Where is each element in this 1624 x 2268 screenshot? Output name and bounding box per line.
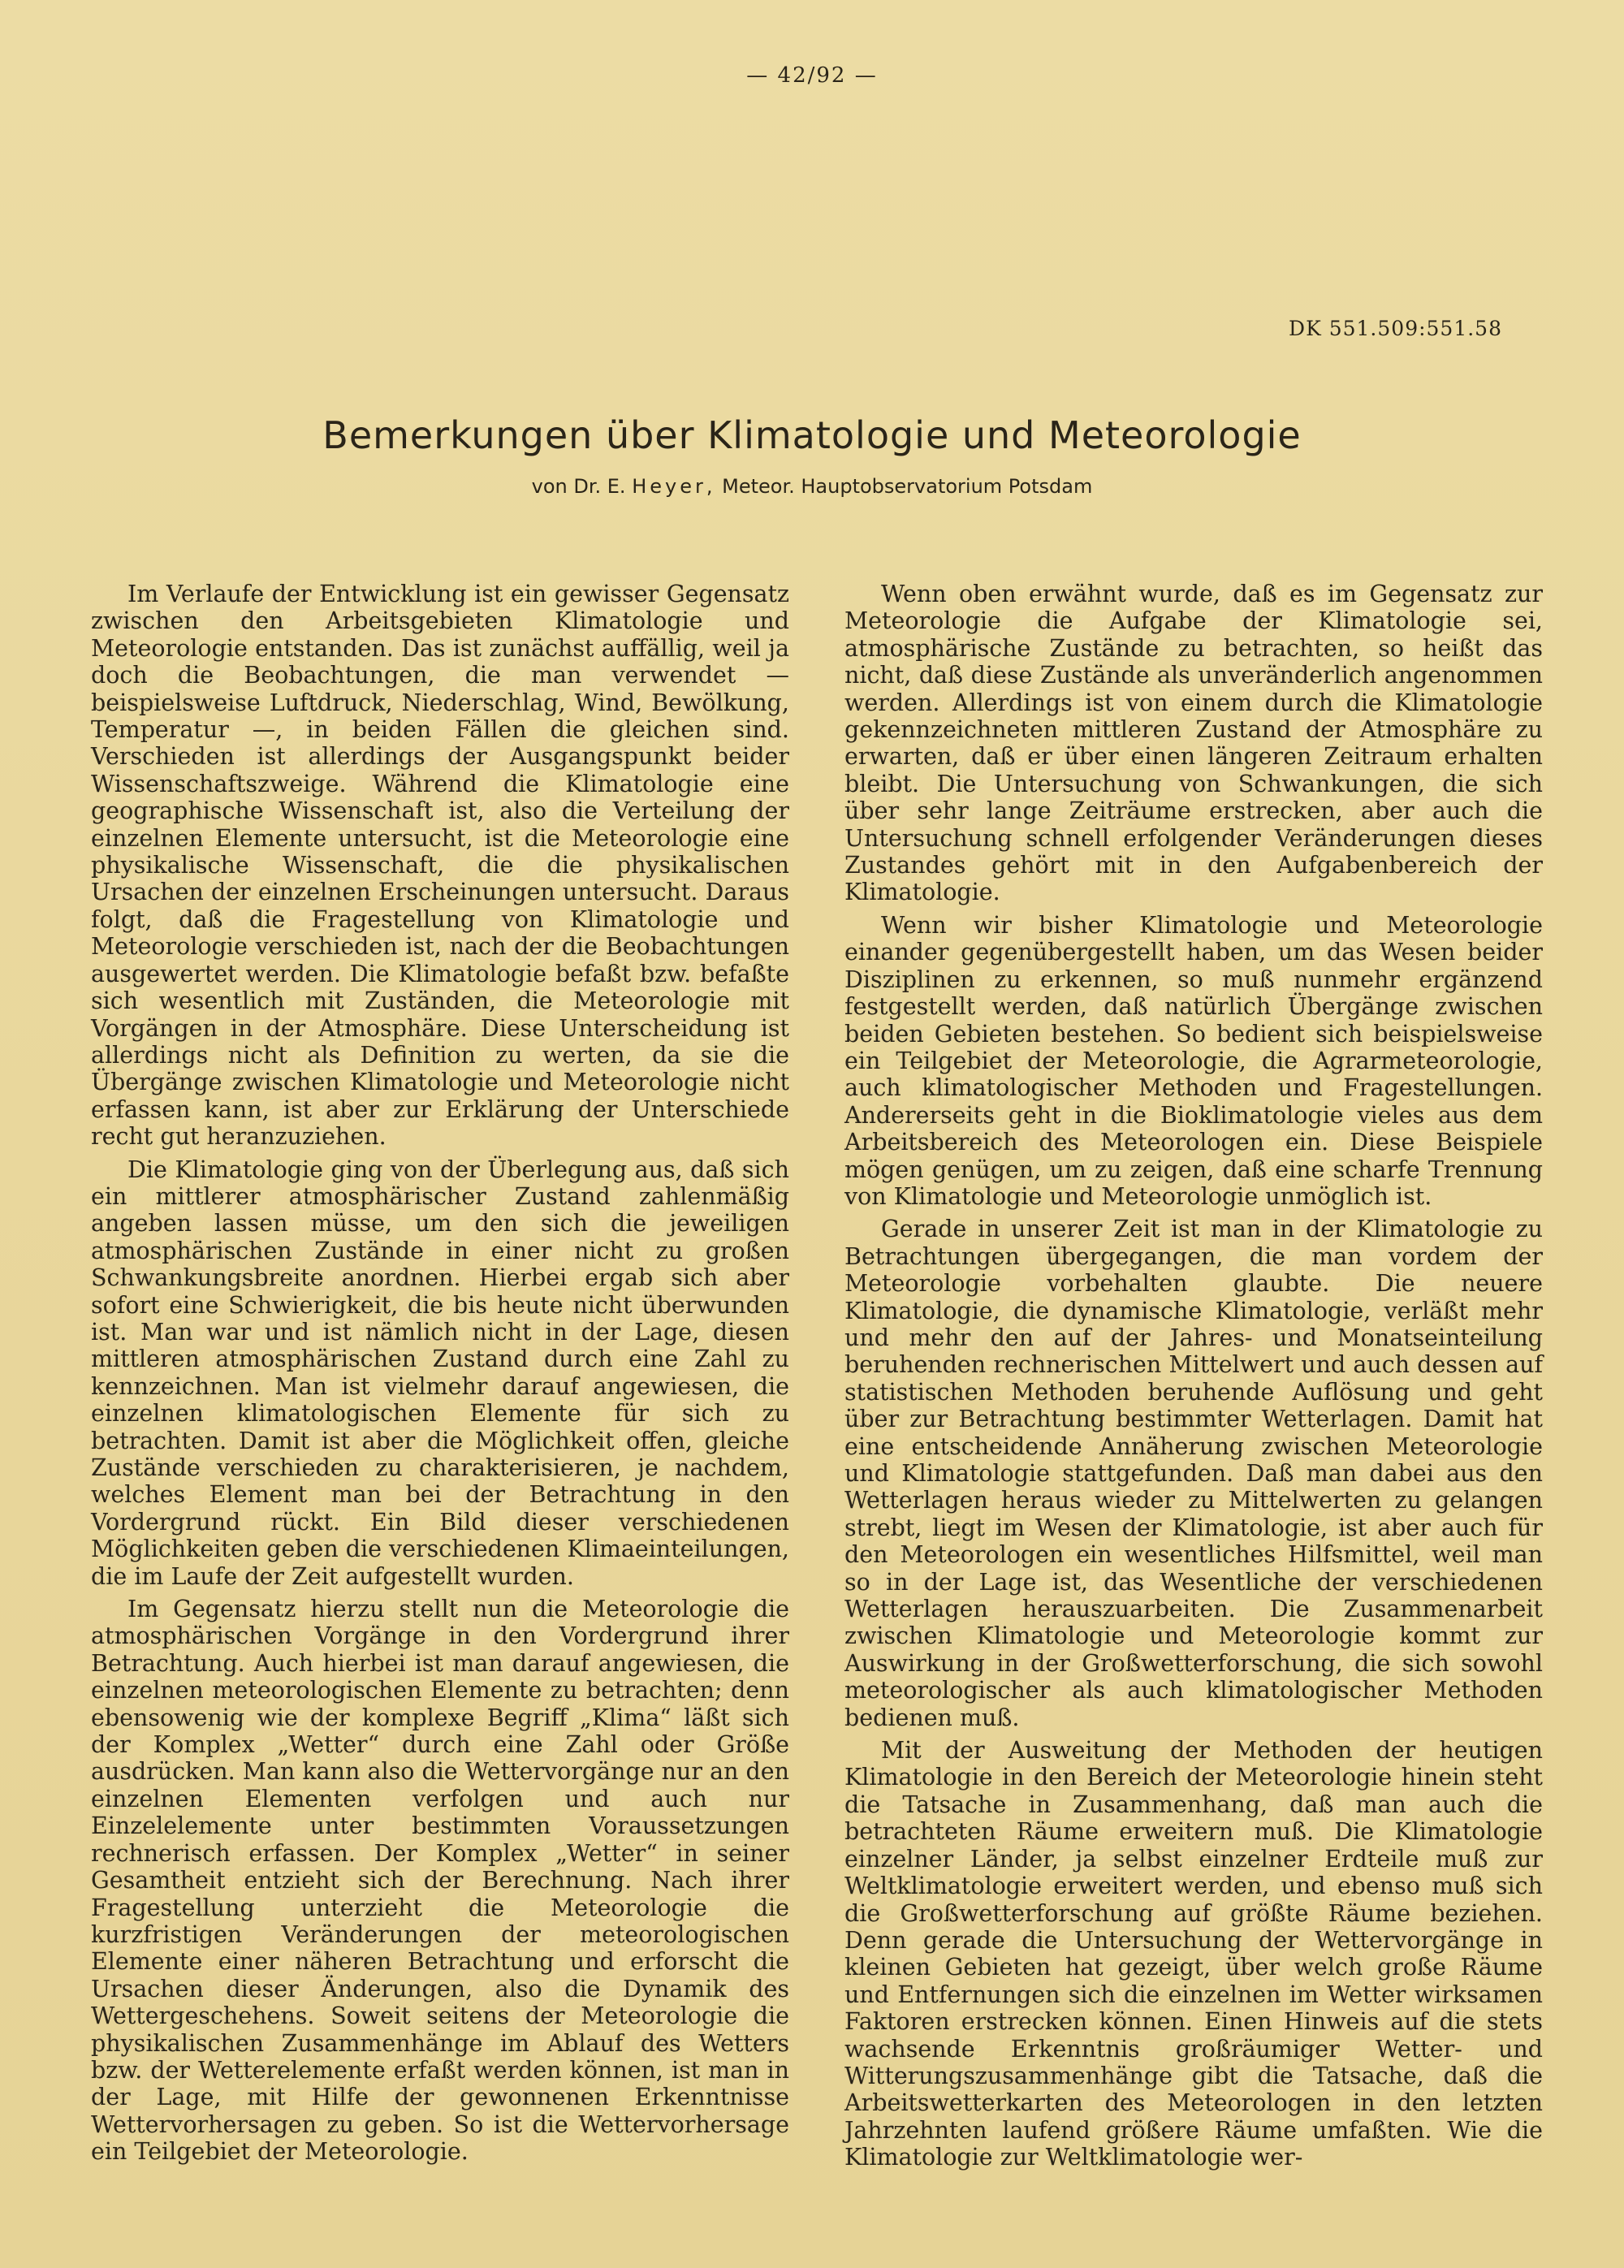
paragraph: Wenn wir bisher Klimatologie und Meteorologie einander gegenübergestellt haben, um das Wesen beider Disziplinen zu erkennen, so muß nunmehr ergänzend festgestellt werden, daß natürlich Übergänge zwischen beiden Gebieten bestehen. So bedient sich beispielsweise ein Teilgebiet der Meteorologie, die Agrarmeteorologie, auch klimatologischer Methoden und Fragestellungen. Andererseits geht in die Bioklimatologie vieles aus dem Arbeitsbereich des Meteorologen ein. Diese Beispiele mögen genügen, um zu zeigen, daß eine scharfe Trennung von Klimatologie und Meteorologie unmöglich ist. [844, 911, 1543, 1210]
paragraph: Wenn oben erwähnt wurde, daß es im Gegensatz zur Meteorologie die Aufgabe der Klimatologie sei, atmosphärische Zustände zu betrachten, so heißt das nicht, daß diese Zustände als unveränderlich angenommen werden. Allerdings ist von einem durch die Klimatologie gekennzeichneten mittleren Zustand der Atmosphäre zu erwarten, daß er über einen längeren Zeitraum erhalten bleibt. Die Untersuchung von Schwankungen, die sich über sehr lange Zeiträume erstrecken, aber auch die Untersuchung schnell erfolgender Veränderungen dieses Zustandes gehört mit in den Aufgabenbereich der Klimatologie. [844, 581, 1543, 906]
article-title: Bemerkungen über Klimatologie und Meteorologie [322, 413, 1302, 457]
byline [0, 475, 1624, 498]
paragraph: Mit der Ausweitung der Methoden der heutigen Klimatologie in den Bereich der Meteorologie hinein steht die Tatsache in Zusammenhang, daß man auch die betrachteten Räume erweitern muß. Die Klimatologie einzelner Länder, ja selbst einzelner Erdteile muß zur Weltklimatologie erweitert werden, und ebenso muß sich die Großwetterforschung auf größte Räume beziehen. Denn gerade die Untersuchung der Wettervorgänge in kleinen Gebieten hat gezeigt, über welch große Räume und Entfernungen sich die einzelnen im Wetter wirksamen Faktoren erstrecken können. Einen Hinweis auf die stets wachsende Erkenntnis großräumiger Wetter- und Witterungszusammenhänge gibt die Tatsache, daß die Arbeitswetterkarten des Meteorologen in den letzten Jahrzehnten laufend größere Räume umfaßten. Wie die Klimatologie zur Weltklimatologie wer- [844, 1737, 1543, 2171]
paragraph: Im Gegensatz hierzu stellt nun die Meteorologie die atmosphärischen Vorgänge in den Vordergrund ihrer Betrachtung. Auch hierbei ist man darauf angewiesen, die einzelnen meteorologischen Elemente zu betrachten; denn ebensowenig wie der komplexe Begriff „Klima“ läßt sich der Komplex „Wetter“ durch eine Zahl oder Größe ausdrücken. Man kann also die Wettervorgänge nur an den einzelnen Elementen verfolgen und auch nur Einzelelemente unter bestimmten Voraussetzungen rechnerisch erfassen. Der Komplex „Wetter“ in seiner Gesamtheit entzieht sich der Berechnung. Nach ihrer Fragestellung unterzieht die Meteorologie die kurzfristigen Veränderungen der meteorologischen Elemente einer näheren Betrachtung und erforscht die Ursachen dieser Änderungen, also die Dynamik des Wettergeschehens. Soweit seitens der Meteorologie die physikalischen Zusammenhänge im Ablauf des Wetters bzw. der Wetterelemente erfaßt werden können, ist man in der Lage, mit Hilfe der gewonnenen Erkenntnisse Wettervorhersagen zu geben. So ist die Wettervorhersage ein Teilgebiet der Meteorologie. [91, 1596, 789, 2166]
author-name: Heyer, [632, 475, 716, 498]
left-column [91, 581, 789, 2166]
byline-prefix: von Dr. E. [531, 475, 626, 498]
classification-code: DK 551.509:551.58 [1289, 317, 1502, 340]
right-column [844, 581, 1543, 2171]
author-affiliation: Meteor. Hauptobservatorium Potsdam [722, 475, 1093, 498]
page-number: — 42/92 — [746, 63, 878, 88]
paragraph: Die Klimatologie ging von der Überlegung aus, daß sich ein mittlerer atmosphärischer Zustand zahlenmäßig angeben lassen müsse, um den sich die jeweiligen atmosphärischen Zustände in einer nicht zu großen Schwankungsbreite anordnen. Hierbei ergab sich aber sofort eine Schwierigkeit, die bis heute nicht überwunden ist. Man war und ist nämlich nicht in der Lage, diesen mittleren atmosphärischen Zustand durch eine Zahl zu kennzeichnen. Man ist vielmehr darauf angewiesen, die einzelnen klimatologischen Elemente für sich zu betrachten. Damit ist aber die Möglichkeit offen, gleiche Zustände verschieden zu charakterisieren, je nachdem, welches Element man bei der Betrachtung in den Vordergrund rückt. Ein Bild dieser verschiedenen Möglichkeiten geben die verschiedenen Klimaeinteilungen, die im Laufe der Zeit aufgestellt wurden. [91, 1156, 789, 1590]
paragraph: Im Verlaufe der Entwicklung ist ein gewisser Gegensatz zwischen den Arbeitsgebieten Klimatologie und Meteorologie entstanden. Das ist zunächst auffällig, weil ja doch die Beobachtungen, die man verwendet — beispielsweise Luftdruck, Niederschlag, Wind, Bewölkung, Temperatur —, in beiden Fällen die gleichen sind. Verschieden ist allerdings der Ausgangspunkt beider Wissenschaftszweige. Während die Klimatologie eine geographische Wissenschaft ist, also die Verteilung der einzelnen Elemente untersucht, ist die Meteorologie eine physikalische Wissenschaft, die die physikalischen Ursachen der einzelnen Erscheinungen untersucht. Daraus folgt, daß die Fragestellung von Klimatologie und Meteorologie verschieden ist, nach der die Beobachtungen ausgewertet werden. Die Klimatologie befaßt bzw. befaßte sich wesentlich mit Zuständen, die Meteorologie mit Vorgängen in der Atmosphäre. Diese Unterscheidung ist allerdings nicht als Definition zu werten, da sie die Übergänge zwischen Klimatologie und Meteorologie nicht erfassen kann, ist aber zur Erklärung der Unterschiede recht gut heranzuziehen. [91, 581, 789, 1151]
paragraph: Gerade in unserer Zeit ist man in der Klimatologie zu Betrachtungen übergegangen, die man vordem der Meteorologie vorbehalten glaubte. Die neuere Klimatologie, die dynamische Klimatologie, verläßt mehr und mehr den auf der Jahres- und Monatseinteilung beruhenden rechnerischen Mittelwert und auch dessen auf statistischen Methoden beruhende Auflösung und geht über zur Betrachtung bestimmter Wetterlagen. Damit hat eine entscheidende Annäherung zwischen Meteorologie und Klimatologie stattgefunden. Daß man dabei aus den Wetterlagen heraus wieder zu Mittelwerten zu gelangen strebt, liegt im Wesen der Klimatologie, ist aber auch für den Meteorologen ein wesentliches Hilfsmittel, weil man so in der Lage ist, das Wesentliche der verschiedenen Wetterlagen herauszuarbeiten. Die Zusammenarbeit zwischen Klimatologie und Meteorologie kommt zur Auswirkung in der Großwetterforschung, die sich sowohl meteorologischer als auch klimatologischer Methoden bedienen muß. [844, 1216, 1543, 1731]
